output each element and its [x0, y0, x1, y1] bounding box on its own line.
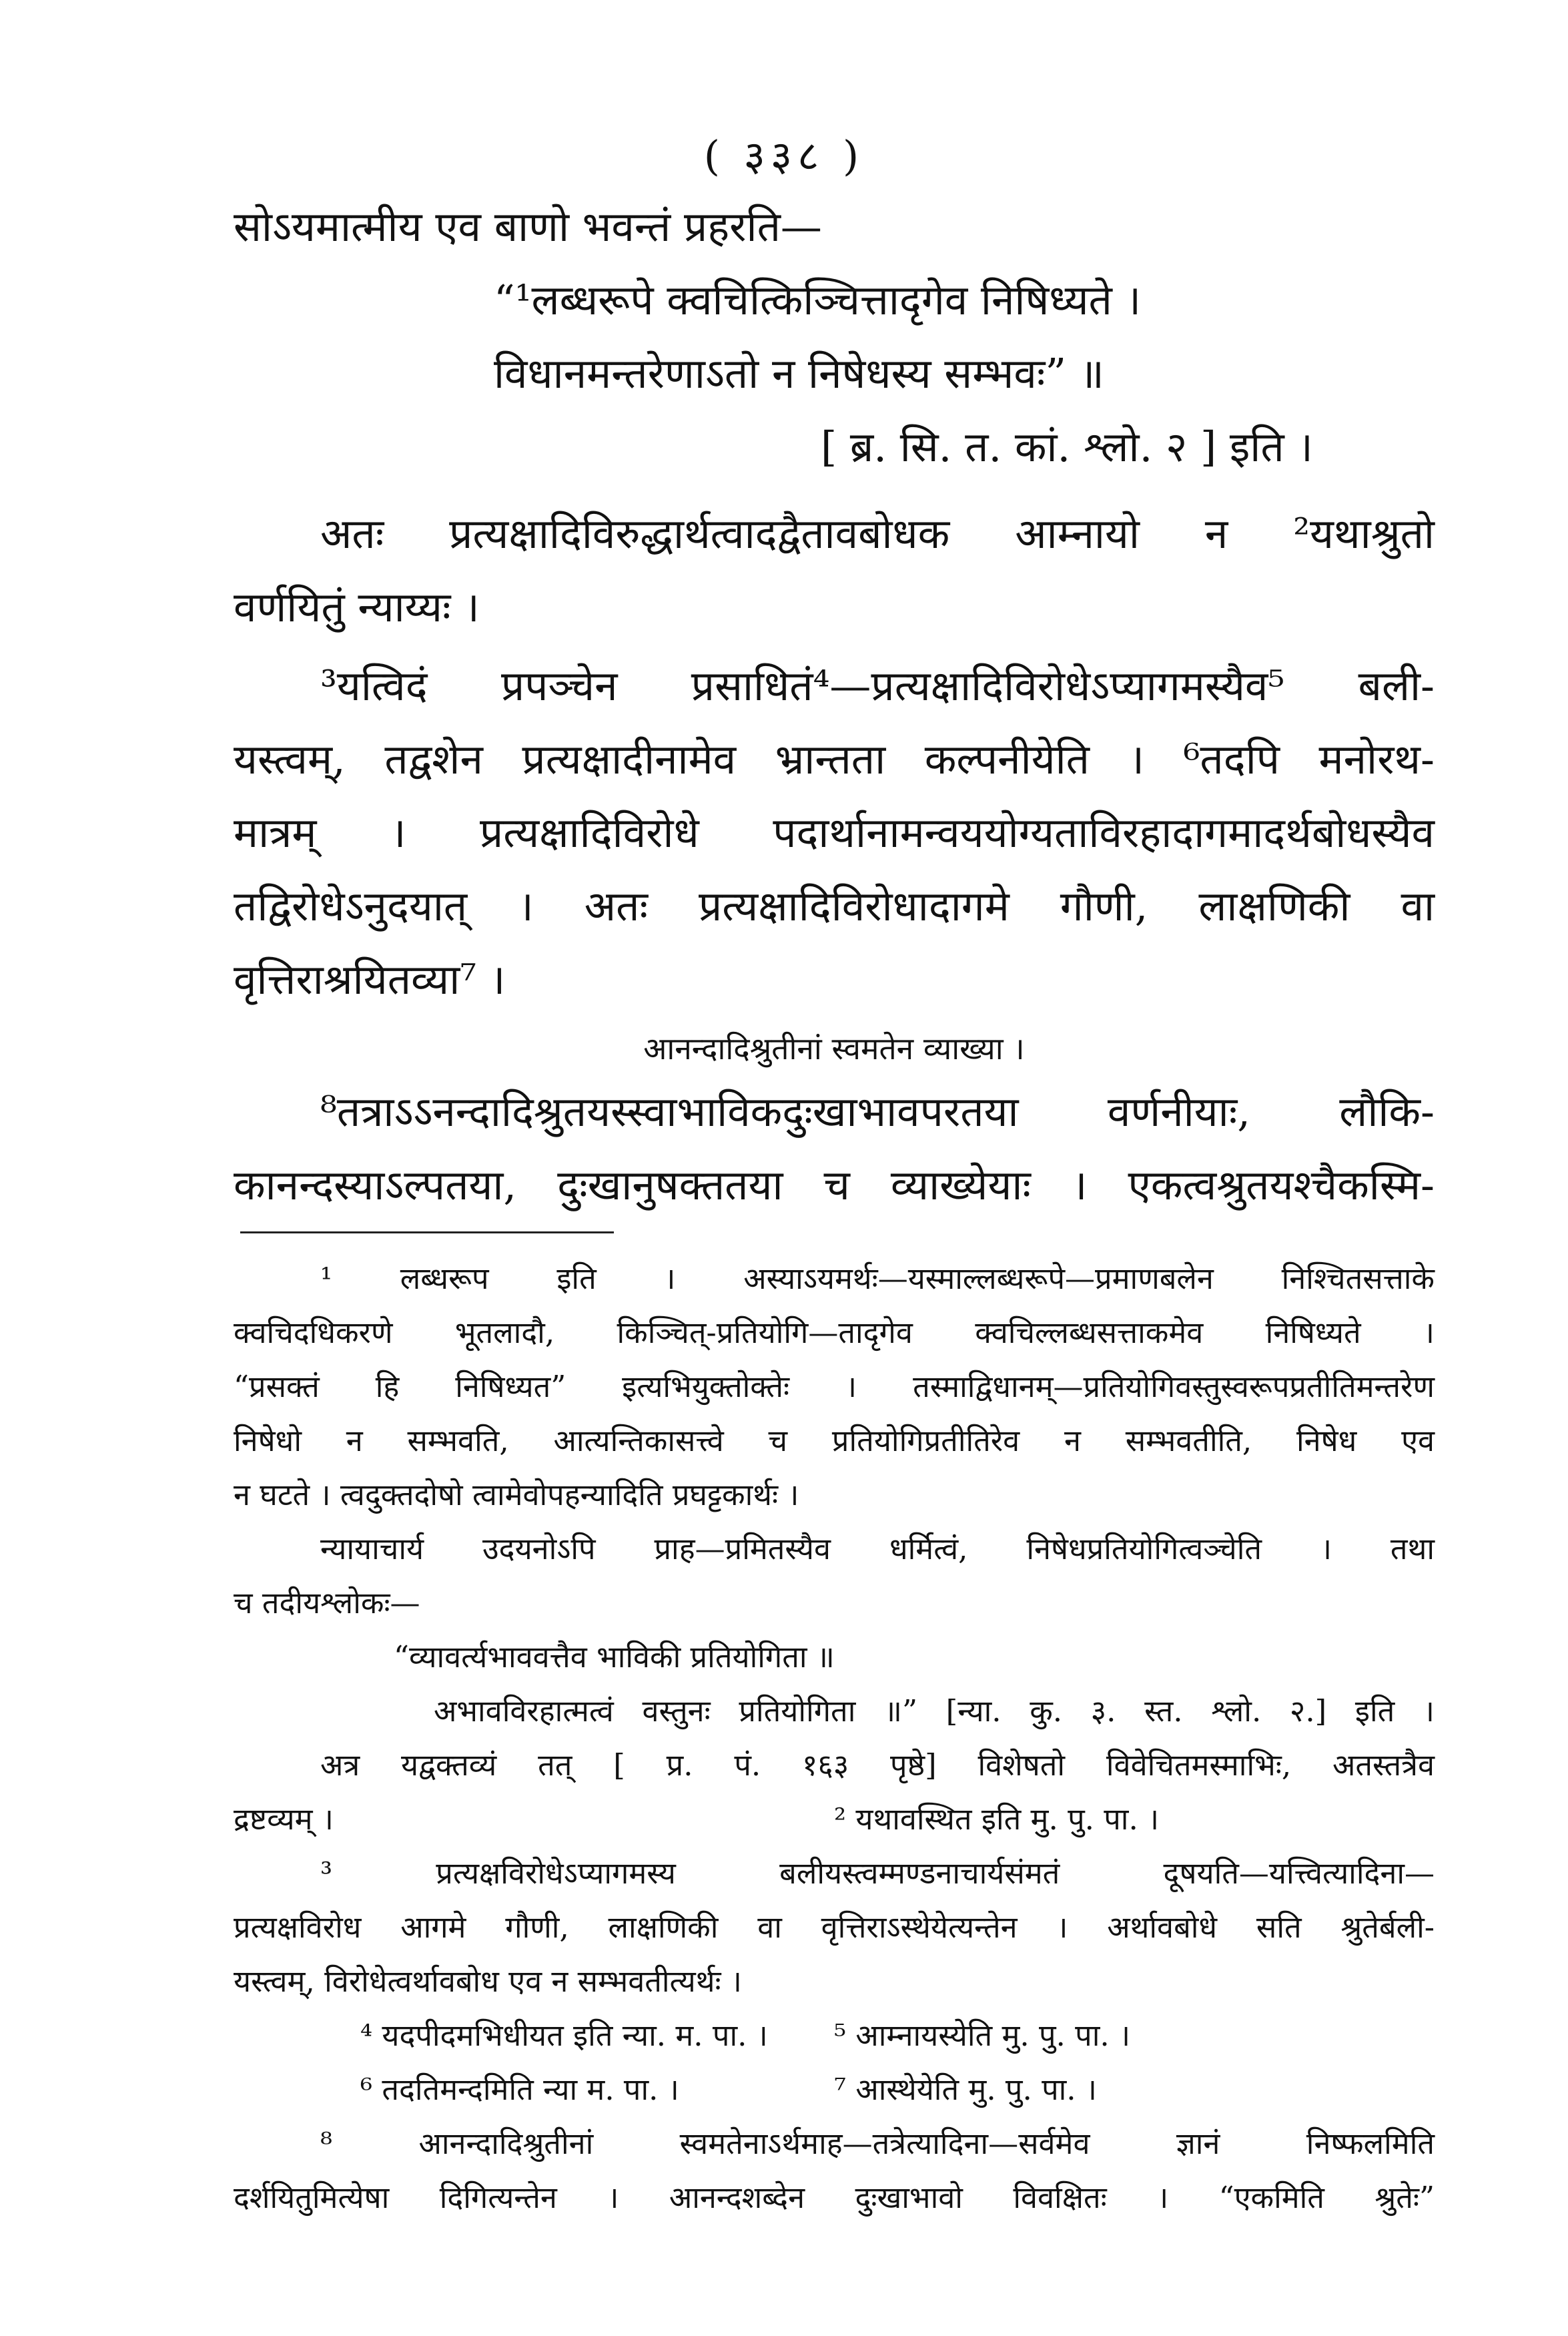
text-line: मात्रम् । प्रत्यक्षादिविरोधे पदार्थानामन्वययोग्यताविरहादागमादर्थबोधस्यैव	[234, 808, 1435, 857]
text-line: कानन्दस्याऽल्पतया, दुःखानुषक्ततया च व्याख्येयाः । एकत्वश्रुतयश्चैकस्मि-	[234, 1161, 1435, 1209]
verse-line: विधानमन्तरेणाऽतो न निषेधस्य सम्भवः” ॥	[494, 349, 1104, 398]
page-number: ( ३३८ )	[703, 131, 865, 180]
text-line: ³यत्विदं प्रपञ्चेन प्रसाधितं⁴—प्रत्यक्षादिविरोधेऽप्यागमस्यैव⁵ बली-	[320, 661, 1435, 710]
footnote-verse: अभावविरहात्मत्वं वस्तुनः प्रतियोगिता ॥” [न्या. कु. ३. स्त. श्लो. २.] इति ।	[434, 1693, 1435, 1729]
verse-line: “¹लब्धरूपे क्वचित्किञ्चित्तादृगेव निषिध्यते ।	[494, 276, 1142, 324]
footnote-3: ³ प्रत्यक्षविरोधेऽप्यागमस्य बलीयस्त्वम्मण्डनाचार्यसंमतं दूषयति—यत्त्वित्यादिना—	[320, 1855, 1435, 1891]
footnote-line: च तदीयश्लोकः—	[234, 1585, 420, 1621]
text-line: यस्त्वम्, तद्वशेन प्रत्यक्षादीनामेव भ्रान्तता कल्पनीयेति । ⁶तदपि मनोरथ-	[234, 735, 1435, 784]
text-line: वृत्तिराश्रयितव्या⁷ ।	[234, 955, 506, 1004]
footnote-5: ⁵ आम्नायस्येति मु. पु. पा. ।	[834, 2018, 1131, 2053]
footnote-line: क्वचिदधिकरणे भूतलादौ, किञ्चित्-प्रतियोगि—तादृगेव क्वचिल्लब्धसत्ताकमेव निषिध्यते ।	[234, 1315, 1435, 1350]
text-line: तद्विरोधेऽनुदयात् । अतः प्रत्यक्षादिविरोधादागमे गौणी, लाक्षणिकी वा	[234, 882, 1435, 930]
footnote-verse: “व्यावर्त्यभाववत्तैव भाविकी प्रतियोगिता ॥	[394, 1639, 835, 1675]
footnote-6: ⁶ तदतिमन्दमिति न्या म. पा. ।	[360, 2072, 679, 2107]
text-line: वर्णयितुं न्याय्यः ।	[234, 583, 480, 631]
footnote-line: प्रत्यक्षविरोध आगमे गौणी, लाक्षणिकी वा वृत्तिराऽस्थेयेत्यन्तेन । अर्थावबोधे सति श्रुतेर्बली-	[234, 1910, 1435, 1945]
text-line: ⁸तत्राऽऽनन्दादिश्रुतयस्स्वाभाविकदुःखाभावपरतया वर्णनीयाः, लौकि-	[320, 1087, 1435, 1136]
footnote-line: न घटते । त्वदुक्तदोषो त्वामेवोपहन्यादिति प्रघट्टकार्थः ।	[234, 1477, 799, 1512]
footnote-line: यस्त्वम्, विरोधेत्वर्थावबोध एव न सम्भवतीत्यर्थः ।	[234, 1964, 742, 1999]
footnote-line: न्यायाचार्य उदयनोऽपि प्राह—प्रमितस्यैव धर्मित्वं, निषेधप्रतियोगित्वञ्चेति । तथा	[320, 1531, 1435, 1566]
footnote-line: अत्र यद्वक्तव्यं तत् [ प्र. पं. १६३ पृष्ठे] विशेषतो विवेचितमस्माभिः, अतस्तत्रैव	[320, 1747, 1435, 1783]
footnote-4: ⁴ यदपीदमभिधीयत इति न्या. म. पा. ।	[360, 2018, 768, 2053]
text-line: सोऽयमात्मीय एव बाणो भवन्तं प्रहरति—	[234, 202, 822, 251]
footnote-2: ² यथावस्थित इति मु. पु. पा. ।	[834, 1801, 1160, 1837]
verse-reference: [ ब्र. सि. त. कां. श्लो. २ ] इति ।	[821, 422, 1313, 471]
footnotes	[234, 1251, 1435, 2225]
footnote-line: “प्रसक्तं हि निषिध्यत” इत्यभियुक्तोक्तेः । तस्माद्विधानम्—प्रतियोगिवस्तुस्वरूपप्रतीतिमन्तरेण	[234, 1369, 1435, 1404]
text-line: अतः प्रत्यक्षादिविरुद्धार्थत्वादद्वैतावबोधक आम्नायो न ²यथाश्रुतो	[320, 509, 1435, 558]
section-heading: आनन्दादिश्रुतीनां स्वमतेन व्याख्या ।	[643, 1031, 1025, 1067]
footnote-line: ¹ लब्धरूप इति । अस्याऽयमर्थः—यस्माल्लब्धरूपे—प्रमाणबलेन निश्चितसत्ताके	[320, 1261, 1435, 1296]
footnote-8: ⁸ आनन्दादिश्रुतीनां स्वमतेनाऽर्थमाह—तत्रेत्यादिना—सर्वमेव ज्ञानं निष्फलमिति	[320, 2126, 1435, 2161]
footnote-line: द्रष्टव्यम् ।	[234, 1801, 334, 1837]
main-text	[234, 190, 1435, 1222]
footnote-line: दर्शयितुमित्येषा दिगित्यन्तेन । आनन्दशब्देन दुःखाभावो विवक्षितः । “एकमिति श्रुतेः”	[234, 2180, 1435, 2215]
footnote-line: निषेधो न सम्भवति, आत्यन्तिकासत्त्वे च प्रतियोगिप्रतीतिरेव न सम्भवतीति, निषेध एव	[234, 1423, 1435, 1458]
footnote-separator	[240, 1231, 614, 1233]
footnote-7: ⁷ आस्थेयेति मु. पु. पा. ।	[834, 2072, 1097, 2107]
